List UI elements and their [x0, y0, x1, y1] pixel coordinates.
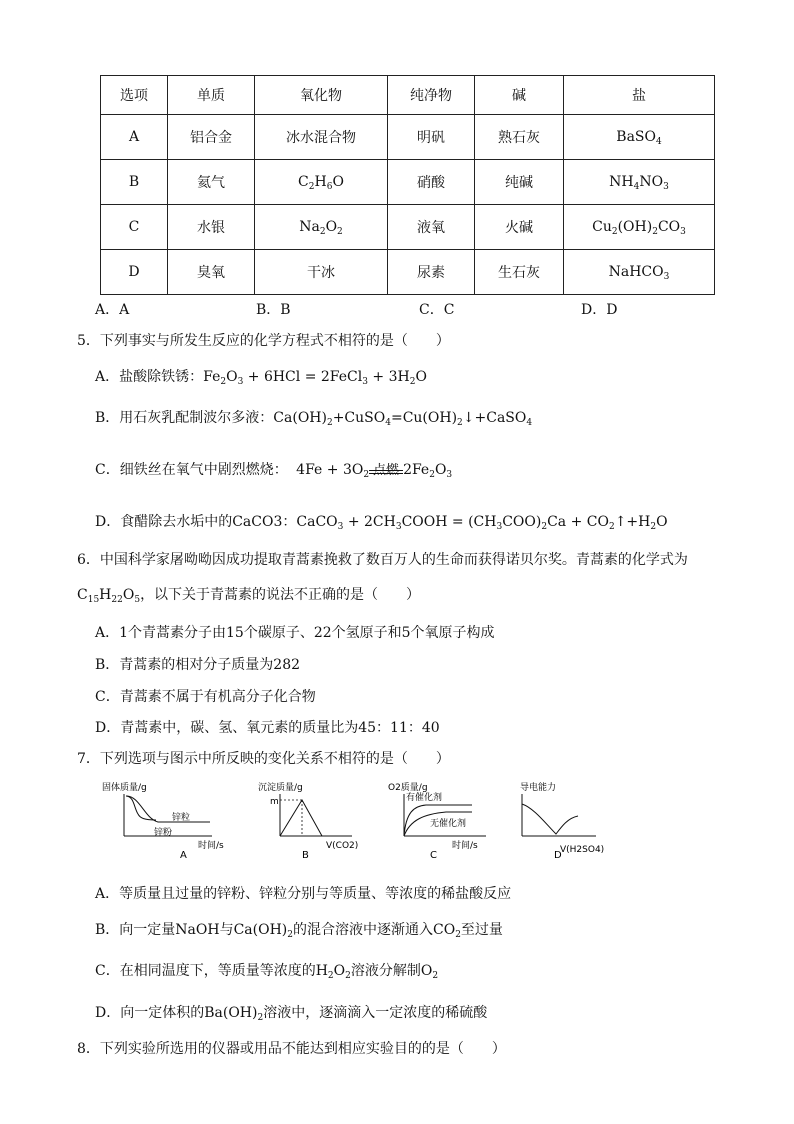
table-header-cell: 盐: [564, 76, 715, 115]
table-cell: 臭氧: [168, 250, 255, 295]
conductivity-curve: [522, 804, 578, 834]
graph-d-caption: D: [554, 850, 562, 860]
table-cell: 水银: [168, 205, 255, 250]
graph-b-xlabel: V(CO2): [326, 841, 359, 851]
equation: $4Fe + 3O_2$ 点燃 $2Fe_2O_3$: [296, 462, 452, 478]
table-header-cell: 碱: [475, 76, 564, 115]
table-cell: 熟石灰: [475, 115, 564, 160]
condition-label: 点燃: [373, 463, 400, 478]
table-cell: $Na_2O_2$: [255, 205, 388, 250]
table-header-cell: 选项: [101, 76, 168, 115]
graph-b: [256, 778, 366, 860]
graph-a-caption: A: [180, 850, 187, 860]
q8-stem: 8．下列实验所选用的仪器或用品不能达到相应实验目的的是（ ）: [77, 1041, 506, 1057]
graph-d-xlabel: V(H2SO4): [560, 845, 605, 855]
table-cell: $NH_4NO_3$: [564, 160, 715, 205]
equation: CaCO$_3$ + $2CH_3COOH = (CH_3COO)_2Ca$ + $CO_2↑+H_2O$: [296, 514, 668, 532]
q7-option-c: C．在相同温度下，等质量等浓度的$H_2O_2$溶液分解制$O_2$: [95, 963, 439, 981]
q7-option-a: A．等质量且过量的锌粉、锌粒分别与等质量、等浓度的稀盐酸反应: [95, 886, 512, 902]
q6-stem-line1: 6．中国科学家屠呦呦因成功提取青蒿素挽救了数百万人的生命而获得诺贝尔奖。青蒿素的化学式为: [77, 552, 688, 568]
graph-c: [386, 778, 504, 860]
graph-a-xlabel: 时间/s: [198, 841, 224, 851]
q4-option-b: B．B: [256, 302, 291, 318]
stem-text: ，以下关于青蒿素的说法不正确的是（ ）: [140, 587, 421, 603]
q5-stem: 5．下列事实与所发生反应的化学方程式不相符的是（ ）: [77, 333, 450, 349]
q5-option-a: [95, 366, 427, 386]
graph-d-ylabel: 导电能力: [520, 783, 557, 793]
table-cell: 尿素: [388, 250, 475, 295]
q4-option-c: C．C: [419, 302, 455, 318]
curve-zinc-powder: [126, 796, 156, 820]
table-cell: C: [101, 205, 168, 250]
graph-a-curve2: 锌粉: [154, 828, 173, 838]
table-cell: D: [101, 250, 168, 295]
equation: $Fe_2O_3 + 6HCl$ = 2FeCl$_3$ + $3H_2O$: [203, 369, 427, 387]
q6-stem-line2: [77, 584, 420, 604]
option-text: C．细铁丝在氧气中剧烈燃烧：: [95, 462, 288, 478]
graph-c-caption: C: [430, 850, 437, 860]
graph-c-curve1: 有催化剂: [406, 793, 443, 803]
q7-option-b: B．向一定量NaOH与$Ca(OH)_2$的混合溶液中逐渐通入$CO_2$至过量: [95, 922, 503, 940]
option-text: B．用石灰乳配制波尔多液：: [95, 410, 274, 426]
table-cell: 铝合金: [168, 115, 255, 160]
option-text: A．盐酸除铁锈：: [95, 369, 204, 385]
q7-option-d: D．向一定体积的$Ba(OH)_2$溶液中，逐滴滴入一定浓度的稀硫酸: [95, 1005, 488, 1023]
q5-option-c: [95, 459, 452, 479]
table-row: [101, 115, 715, 160]
q6-option-d: D．青蒿素中，碳、氢、氧元素的质量比为45：11：40: [95, 720, 440, 736]
table-cell: 冰水混合物: [255, 115, 388, 160]
equation: $Ca(OH)_2+CuSO_4=Cu(OH)_2↓+CaSO_4$: [273, 410, 533, 428]
graph-c-ylabel: O2质量/g: [388, 783, 428, 793]
table-cell: 生石灰: [475, 250, 564, 295]
graph-b-mark: m: [270, 797, 279, 807]
graph-c-xlabel: 时间/s: [452, 841, 478, 851]
precipitate-curve: [280, 800, 322, 836]
table-cell: 火碱: [475, 205, 564, 250]
graph-d: [516, 778, 616, 860]
table-cell: 氦气: [168, 160, 255, 205]
table-cell: 纯碱: [475, 160, 564, 205]
table-header-row: [101, 76, 715, 115]
table-cell: NaHCO$_3$: [564, 250, 715, 295]
q6-option-a: A．1个青蒿素分子由15个碳原子、22个氢原子和5个氧原子构成: [95, 625, 495, 641]
table-row: [101, 205, 715, 250]
table-cell: 干冰: [255, 250, 388, 295]
q5-option-d: [95, 511, 668, 531]
option-text: D．食醋除去水垢中的CaCO3：: [95, 514, 297, 530]
graph-a: [100, 778, 240, 860]
q4-option-d: D．D: [581, 302, 618, 318]
table-cell: $C_2H_6O$: [255, 160, 388, 205]
table-header-cell: 氧化物: [255, 76, 388, 115]
graph-b-caption: B: [302, 850, 309, 860]
table-cell: B: [101, 160, 168, 205]
graph-c-curve2: 无催化剂: [430, 819, 467, 829]
q4-option-a: A．A: [95, 302, 130, 318]
graph-b-ylabel: 沉淀质量/g: [258, 783, 303, 793]
q7-stem: 7．下列选项与图示中所反映的变化关系不相符的是（ ）: [77, 751, 450, 767]
q4-table: [100, 75, 715, 295]
graph-a-ylabel: 固体质量/g: [102, 783, 147, 793]
table-row: [101, 250, 715, 295]
formula: $C_{15}H_{22}O_5$: [77, 587, 141, 605]
graph-a-curve1: 锌粒: [172, 813, 191, 823]
table-cell: 明矾: [388, 115, 475, 160]
table-cell: 硝酸: [388, 160, 475, 205]
table-row: [101, 160, 715, 205]
q6-option-c: C．青蒿素不属于有机高分子化合物: [95, 689, 316, 705]
table-header-cell: 纯净物: [388, 76, 475, 115]
q6-option-b: B．青蒿素的相对分子质量为282: [95, 657, 301, 673]
table-cell: BaSO$_4$: [564, 115, 715, 160]
table-cell: A: [101, 115, 168, 160]
q5-option-b: [95, 407, 532, 427]
table-header-cell: 单质: [168, 76, 255, 115]
curve-zinc-granule: [126, 796, 210, 822]
table-cell: 液氧: [388, 205, 475, 250]
table-cell: $Cu_2(OH)_2CO_3$: [564, 205, 715, 250]
